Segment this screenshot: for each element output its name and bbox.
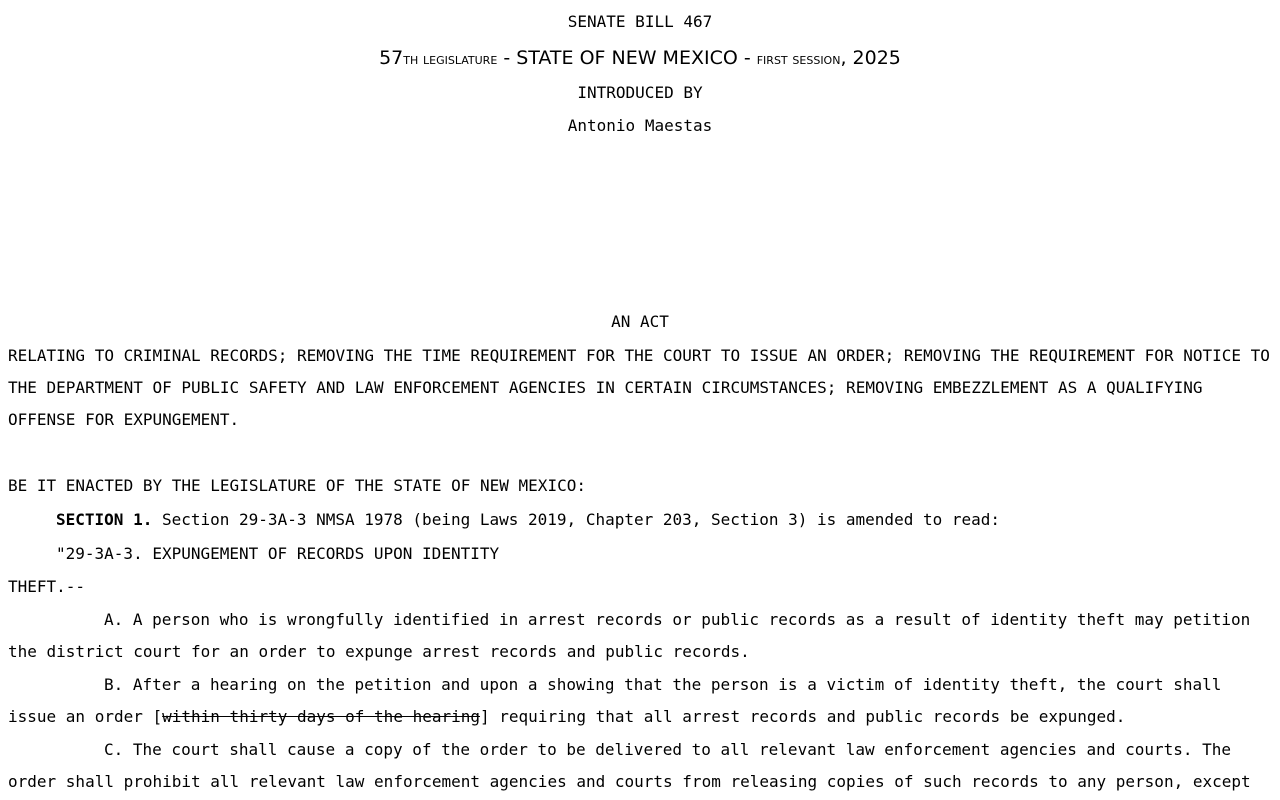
section-1-label: SECTION 1. — [56, 510, 153, 529]
session-ordinal: 57 — [379, 47, 404, 69]
subsection-c-line1: C. The court shall cause a copy of the order to be delivered to all relevant law enforcement agencies and courts. The — [104, 740, 1232, 759]
stricken-text: within thirty days of the hearing — [162, 707, 481, 726]
act-heading: AN ACT — [611, 312, 669, 331]
subsection-a-line2: the district court for an order to expunge arrest records and public records. — [8, 642, 750, 661]
subsection-b-line1: B. After a hearing on the petition and upon a showing that the person is a victim of identity theft, the court shall — [104, 675, 1222, 694]
act-title-line: OFFENSE FOR EXPUNGEMENT. — [8, 410, 240, 429]
subsection-a-line1: A. A person who is wrongfully identified in arrest records or public records as a result of identity theft may petition — [104, 610, 1251, 629]
bill-title: SENATE BILL 467 — [567, 12, 713, 31]
section-1-intro: Section 29-3A-3 NMSA 1978 (being Laws 2019, Chapter 203, Section 3) is amended to read: — [161, 510, 1001, 529]
session-year: 2025 — [852, 47, 901, 69]
session-state: STATE OF NEW MEXICO — [516, 47, 738, 69]
subsection-b-line2 — [8, 707, 1125, 726]
act-title-line: RELATING TO CRIMINAL RECORDS; REMOVING THE TIME REQUIREMENT FOR THE COURT TO ISSUE AN ORDER; REMOVING THE REQUIREMENT FOR NOTICE TO — [8, 346, 1270, 365]
enacting-clause: BE IT ENACTED BY THE LEGISLATURE OF THE STATE OF NEW MEXICO: — [8, 476, 586, 495]
section-heading-line2: THEFT.-- — [8, 577, 86, 596]
act-title-line: THE DEPARTMENT OF PUBLIC SAFETY AND LAW ENFORCEMENT AGENCIES IN CERTAIN CIRCUMSTANCES; REMOVING EMBEZZLEMENT AS A QUALIFYING — [8, 378, 1203, 397]
section-heading-line1: "29-3A-3. EXPUNGEMENT OF RECORDS UPON IDENTITY — [56, 544, 500, 563]
sponsor-name: Antonio Maestas — [567, 116, 713, 135]
session-first: first session — [756, 50, 841, 68]
subsection-c-line2: order shall prohibit all relevant law enforcement agencies and courts from releasing copies of such records to any person, except — [8, 772, 1251, 791]
session-ordinal-suffix: th legislature — [403, 50, 498, 68]
session-line: 57th legislature - STATE OF NEW MEXICO - first session, 2025 — [379, 47, 901, 69]
subsection-b-text: ] requiring that all arrest records and public records be expunged. — [480, 707, 1126, 726]
section-1-intro-line — [56, 510, 1000, 529]
introduced-by-label: INTRODUCED BY — [577, 83, 703, 102]
subsection-b-text: issue an order [ — [8, 707, 163, 726]
